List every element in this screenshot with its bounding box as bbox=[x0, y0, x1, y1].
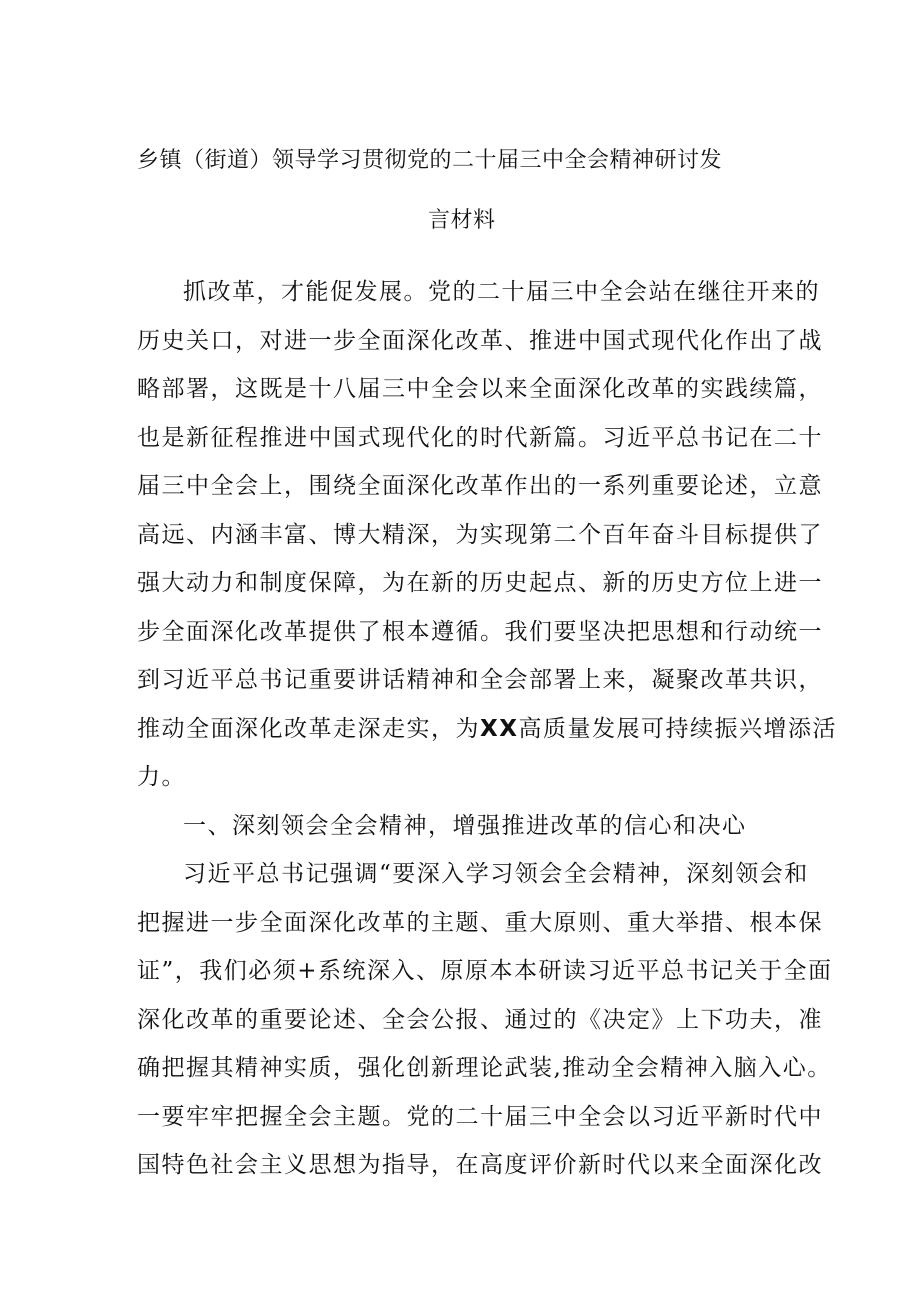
paragraph-text: 高质量发展可持续振兴增添活 bbox=[518, 715, 837, 742]
paragraph-2-line: 深化改革的重要论述、全会公报、通过的《决定》上下功夫，准 bbox=[137, 1006, 823, 1033]
section-heading-1: 一、深刻领会全会精神，增强推进改革的信心和决心 bbox=[183, 812, 747, 839]
paragraph-1-line: 届三中全会上，围绕全面深化改革作出的一系列重要论述，立意 bbox=[137, 473, 823, 499]
paragraph-text: 推动全面深化改革走深走实，为 bbox=[137, 715, 480, 742]
placeholder-bold-text: XX bbox=[480, 715, 519, 742]
paragraph-1-line: 到习近平总书记重要讲话精神和全会部署上来，凝聚改革共识， bbox=[137, 667, 823, 693]
paragraph-1-line: 略部署，这既是十八届三中全会以来全面深化改革的实践续篇， bbox=[137, 376, 823, 402]
document-body bbox=[137, 268, 837, 1190]
paragraph-1-line: 力。 bbox=[137, 764, 186, 790]
document-title-line-2: 言材料 bbox=[428, 208, 496, 233]
document-title-line-1: 乡镇（街道）领导学习贯彻党的二十届三中全会精神研讨发 bbox=[137, 148, 723, 173]
paragraph-2-line: 证”，我们必须+系统深入、原原本本研读习近平总书记关于全面 bbox=[137, 958, 833, 984]
paragraph-2-line: 把握进一步全面深化改革的主题、重大原则、重大举措、根本保 bbox=[137, 909, 823, 936]
paragraph-1-line: 强大动力和制度保障，为在新的历史起点、新的历史方位上进一 bbox=[137, 570, 823, 596]
paragraph-1-line-10 bbox=[137, 705, 837, 754]
paragraph-1-line: 高远、内涵丰富、博大精深，为实现第二个百年奋斗目标提供了 bbox=[137, 521, 823, 548]
paragraph-1-line: 步全面深化改革提供了根本遵循。我们要坚决把思想和行动统一 bbox=[137, 618, 823, 645]
paragraph-1-line: 也是新征程推进中国式现代化的时代新篇。习近平总书记在二十 bbox=[137, 424, 823, 451]
paragraph-2-line: 习近平总书记强调“要深入学习领会全会精神，深刻领会和 bbox=[183, 861, 809, 887]
paragraph-2-line: 确把握其精神实质，强化创新理论武装,推动全会精神入脑入心。 bbox=[137, 1055, 832, 1081]
paragraph-1-line: 抓改革，才能促发展。党的二十届三中全会站在继往开来的 bbox=[183, 279, 820, 305]
paragraph-2-line: 国特色社会主义思想为指导，在高度评价新时代以来全面深化改 bbox=[137, 1152, 823, 1178]
paragraph-1-line: 历史关口，对进一步全面深化改革、推进中国式现代化作出了战 bbox=[137, 327, 823, 354]
paragraph-2-line: 一要牢牢把握全会主题。党的二十届三中全会以习近平新时代中 bbox=[137, 1103, 823, 1130]
